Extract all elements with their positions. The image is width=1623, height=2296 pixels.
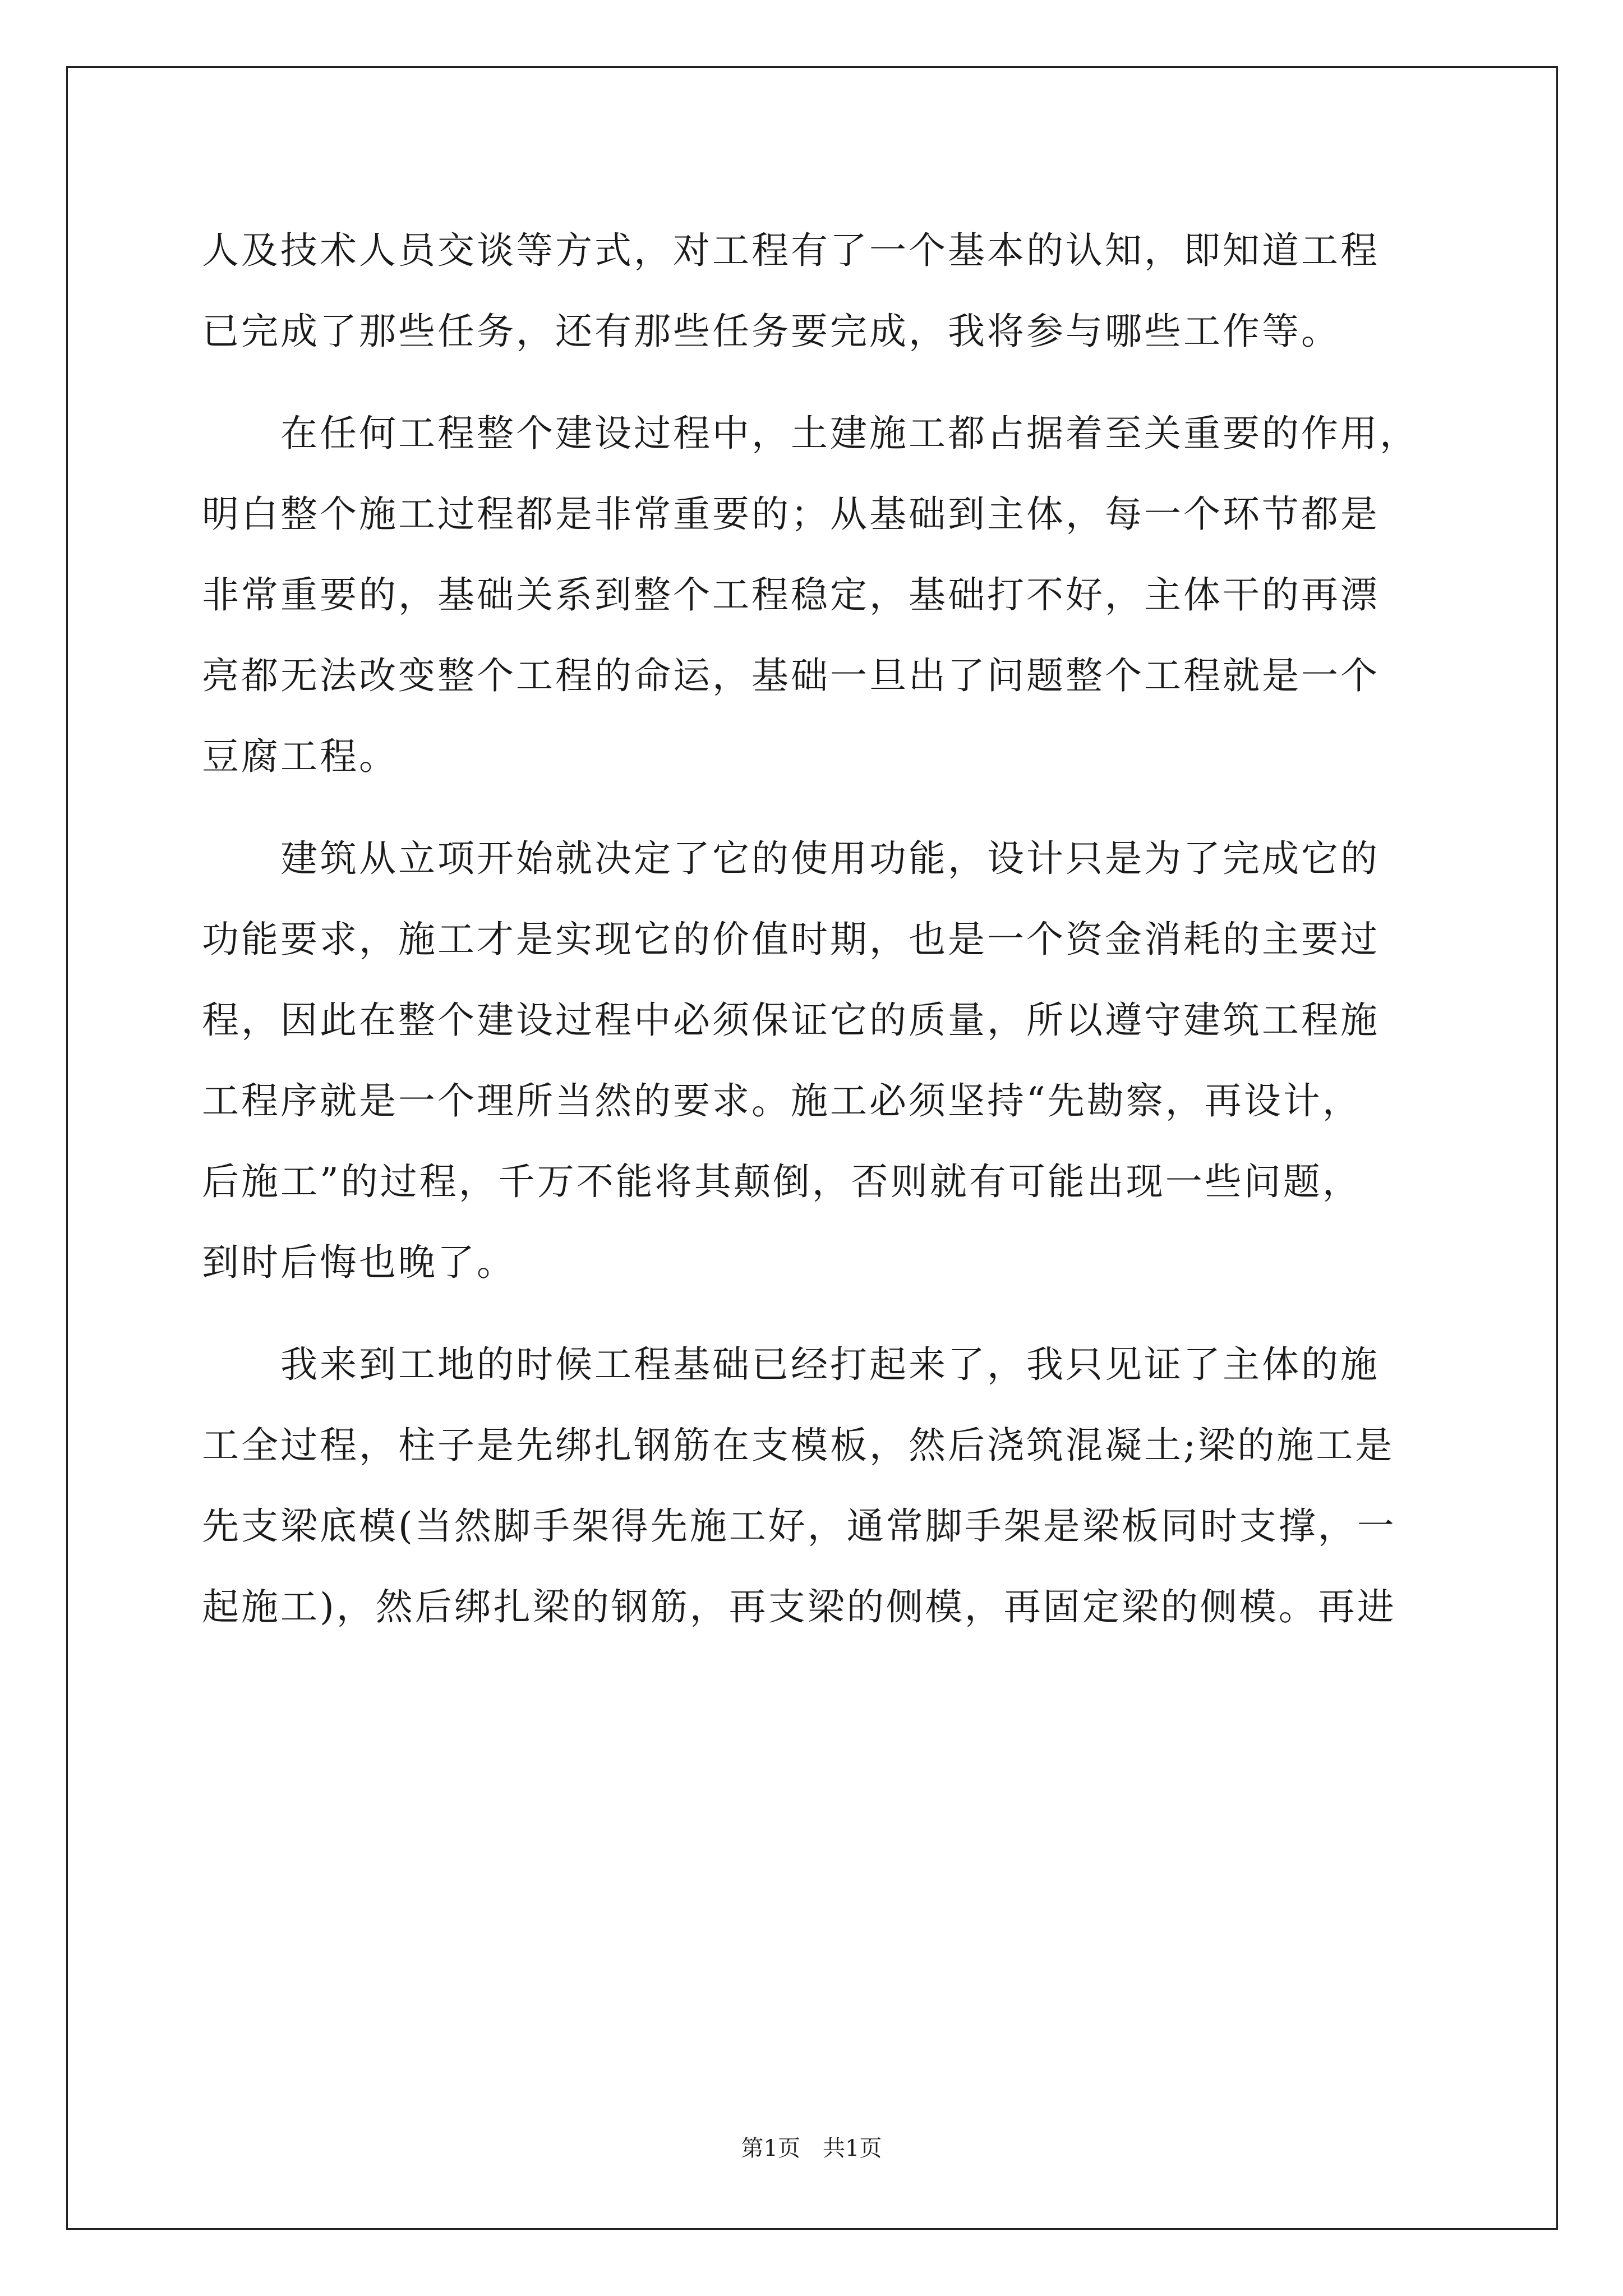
document-body — [202, 210, 1436, 1648]
paragraph-line: 先支梁底模(当然脚手架得先施工好，通常脚手架是梁板同时支撑，一 — [202, 1504, 1396, 1548]
paragraph-line: 已完成了那些任务，还有那些任务要完成，我将参与哪些工作等。 — [202, 310, 1340, 353]
paragraph-line: 我来到工地的时候工程基础已经打起来了，我只见证了主体的施 — [202, 1343, 1380, 1386]
page-number-total: 共1页 — [823, 2136, 882, 2161]
paragraph-line: 工程序就是一个理所当然的要求。施工必须坚持“先勘察，再设计， — [202, 1079, 1362, 1122]
paragraph-line: 到时后悔也晚了。 — [202, 1241, 516, 1284]
paragraph-line: 工全过程，柱子是先绑扎钢筋在支模板，然后浇筑混凝土;梁的施工是 — [202, 1424, 1395, 1467]
paragraph-line: 功能要求，施工才是实现它的价值时期，也是一个资金消耗的主要过 — [202, 918, 1380, 961]
page-number-current: 第1页 — [741, 2136, 800, 2161]
paragraph-line: 豆腐工程。 — [202, 735, 398, 778]
paragraph-line: 程，因此在整个建设过程中必须保证它的质量，所以遵守建筑工程施 — [202, 999, 1380, 1042]
paragraph-line: 人及技术人员交谈等方式，对工程有了一个基本的认知，即知道工程 — [202, 229, 1380, 272]
paragraph-line: 后施工”的过程，千万不能将其颠倒，否则就有可能出现一些问题， — [202, 1160, 1362, 1203]
paragraph-line: 起施工)，然后绑扎梁的钢筋，再支梁的侧模，再固定梁的侧模。再进 — [202, 1585, 1396, 1628]
paragraph-line: 非常重要的，基础关系到整个工程稳定，基础打不好，主体干的再漂 — [202, 573, 1380, 616]
paragraph-line: 亮都无法改变整个工程的命运，基础一旦出了问题整个工程就是一个 — [202, 654, 1380, 697]
paragraph-line: 建筑从立项开始就决定了它的使用功能，设计只是为了完成它的 — [202, 837, 1380, 880]
paragraph-line: 明白整个施工过程都是非常重要的；从基础到主体，每一个环节都是 — [202, 493, 1380, 536]
page-footer — [0, 2132, 1623, 2165]
paragraph-line: 在任何工程整个建设过程中，土建施工都占据着至关重要的作用， — [202, 412, 1419, 455]
